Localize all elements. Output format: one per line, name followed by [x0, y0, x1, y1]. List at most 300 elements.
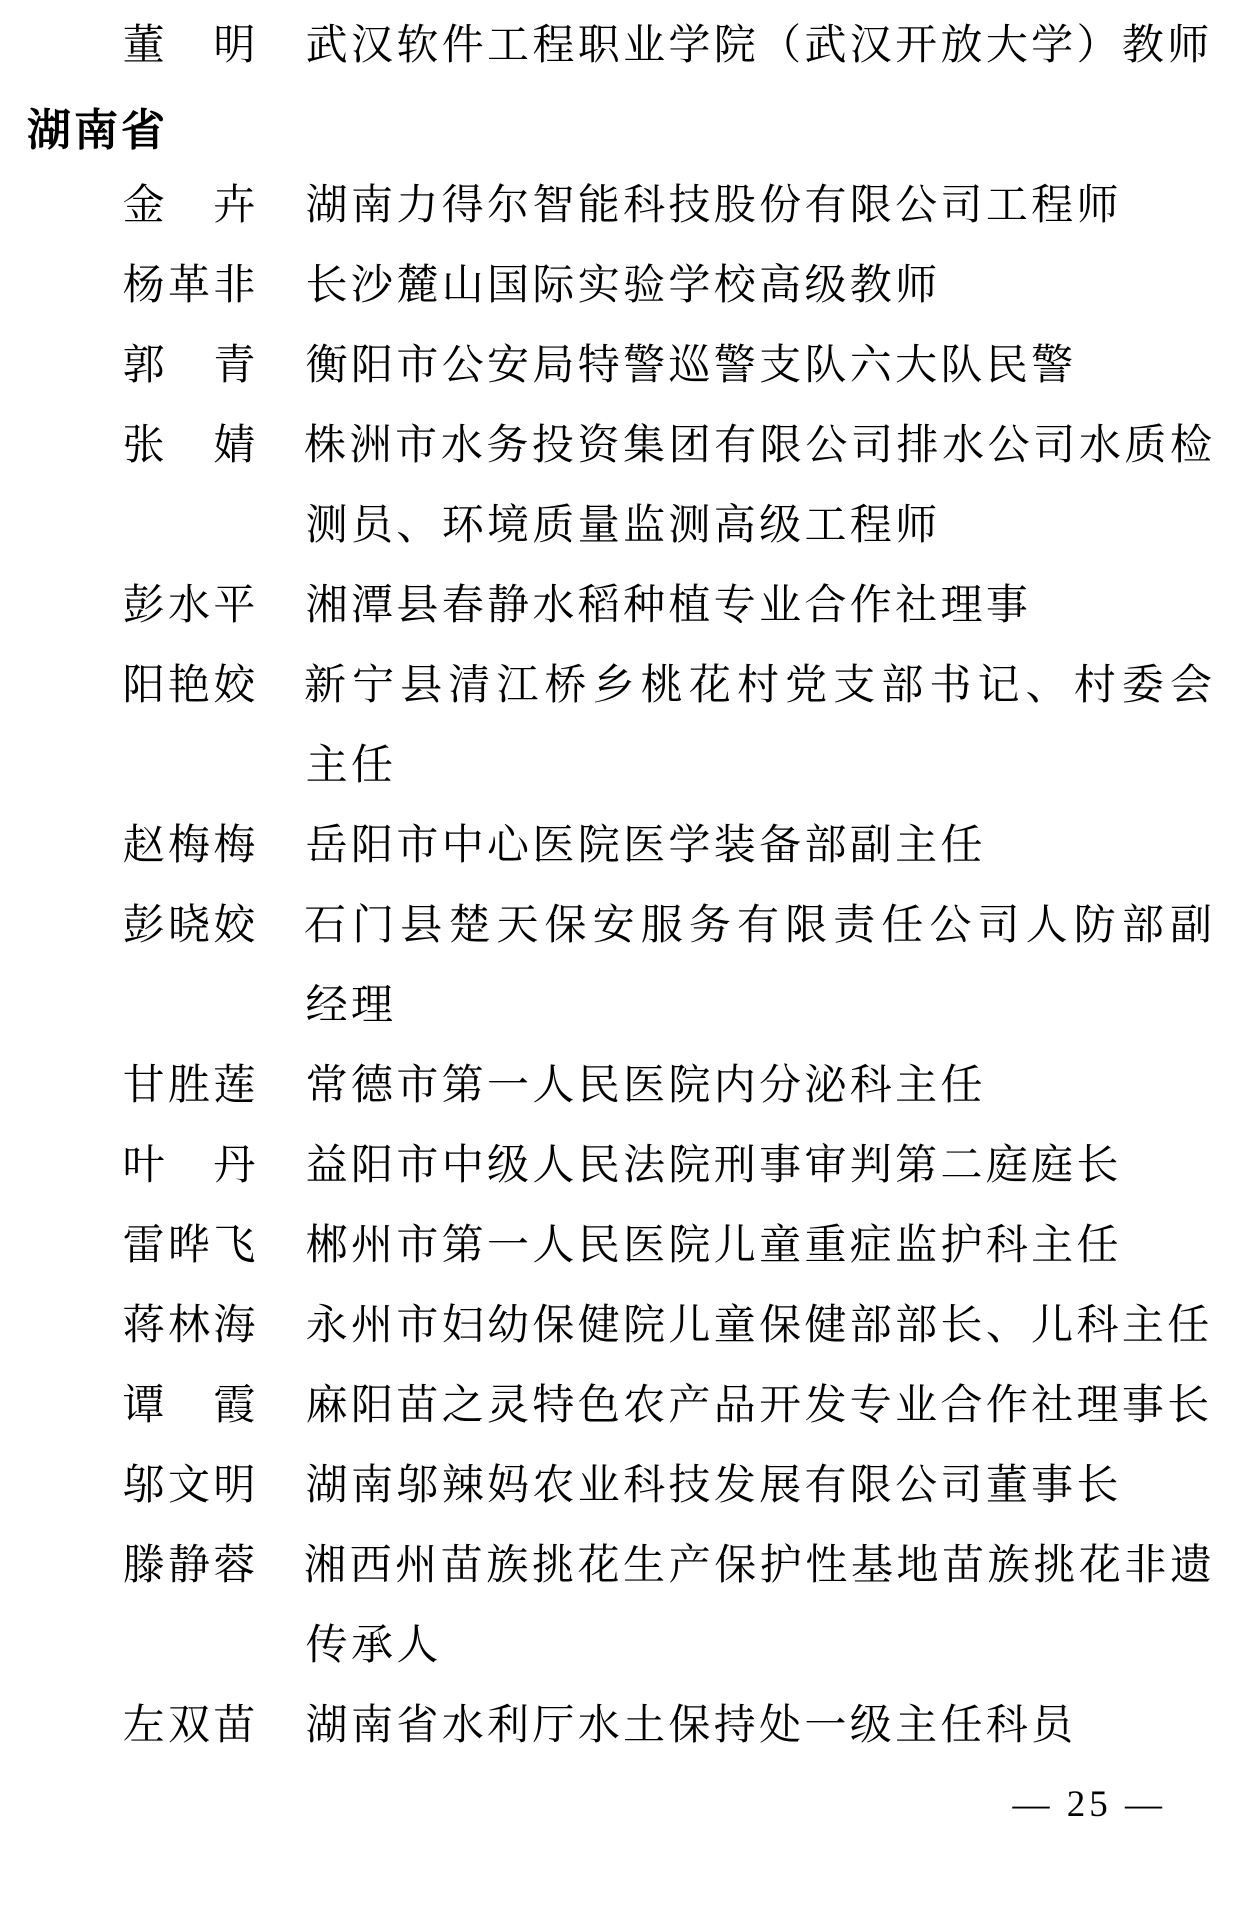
character-cell: 事: [985, 583, 1028, 629]
character-cell: 卉: [213, 183, 256, 229]
character-cell: 学: [668, 823, 711, 869]
character-cell: 石: [304, 903, 347, 949]
character-cell: 限: [849, 183, 892, 229]
character-cell: 中: [441, 1143, 484, 1189]
entry-description-line: [304, 486, 939, 566]
character-cell: 第: [441, 1063, 484, 1109]
character-cell: 郭: [122, 343, 165, 389]
character-cell: 得: [441, 183, 484, 229]
character-cell: 非: [213, 263, 256, 309]
character-cell: 人: [532, 1143, 575, 1189]
character-cell: 持: [713, 1703, 756, 1749]
entry-description-line: [304, 886, 1212, 966]
entry-name: [121, 1366, 257, 1446]
character-cell: 种: [623, 583, 666, 629]
character-cell: 司: [850, 423, 893, 469]
character-cell: 之: [441, 1383, 484, 1429]
character-cell: 农: [623, 1383, 666, 1429]
character-cell: 测: [668, 503, 711, 549]
character-cell: 妈: [487, 1463, 530, 1509]
character-cell: 社: [1031, 1383, 1074, 1429]
character-cell: 理: [351, 983, 394, 1029]
character-cell: 常: [305, 1063, 348, 1109]
character-cell: 院: [668, 1223, 711, 1269]
character-cell: 记: [977, 663, 1020, 709]
entry-name: [121, 406, 257, 486]
character-cell: 湖: [305, 1703, 348, 1749]
character-cell: 一: [487, 1223, 530, 1269]
character-cell: 春: [441, 583, 484, 629]
character-cell: 稻: [577, 583, 620, 629]
character-cell: 天: [496, 903, 539, 949]
character-cell: 放: [940, 23, 983, 69]
character-cell: 院: [623, 1303, 666, 1349]
character-cell: 护: [759, 1543, 802, 1589]
character-cell: 程: [849, 503, 892, 549]
character-cell: 程: [1031, 183, 1074, 229]
character-cell: 南: [351, 1463, 394, 1509]
character-cell: 郴: [305, 1223, 348, 1269]
character-cell: 智: [532, 183, 575, 229]
character-cell: 金: [122, 183, 165, 229]
character-cell: 产: [668, 1543, 711, 1589]
entry-name: [121, 1446, 257, 1526]
entry-row: [0, 1686, 1242, 1766]
character-cell: 环: [441, 503, 484, 549]
character-cell: 支: [833, 663, 876, 709]
character-cell: [166, 1126, 211, 1206]
character-cell: 司: [1033, 423, 1076, 469]
character-cell: 株: [304, 423, 347, 469]
character-cell: 务: [688, 903, 731, 949]
character-cell: 村: [736, 663, 779, 709]
character-cell: 教: [1121, 23, 1164, 69]
character-cell: 资: [577, 423, 620, 469]
character-cell: 科: [623, 1463, 666, 1509]
entry-description-line: [304, 326, 1075, 406]
character-cell: 团: [668, 423, 711, 469]
entry-description-line: [304, 1366, 1211, 1446]
character-cell: 医: [623, 823, 666, 869]
section-title: 湖南省: [27, 106, 168, 155]
character-cell: 处: [759, 1703, 802, 1749]
character-cell: 水: [577, 1703, 620, 1749]
entry-name: [121, 1206, 257, 1286]
entry-row: [0, 486, 1242, 566]
character-cell: 事: [1121, 1383, 1164, 1429]
character-cell: 苗: [440, 1543, 483, 1589]
character-cell: 市: [396, 823, 439, 869]
character-cell: 级: [849, 1703, 892, 1749]
character-cell: 员: [351, 503, 394, 549]
entry-name: [121, 1126, 257, 1206]
character-cell: 部: [1121, 903, 1164, 949]
character-cell: 传: [305, 1623, 348, 1669]
character-cell: 承: [351, 1623, 394, 1669]
character-cell: 事: [759, 1143, 802, 1189]
character-cell: 桥: [544, 663, 587, 709]
character-cell: 验: [623, 263, 666, 309]
character-cell: 院: [668, 1063, 711, 1109]
character-cell: 主: [895, 1063, 938, 1109]
character-cell: 症: [849, 1223, 892, 1269]
character-cell: 司: [940, 1463, 983, 1509]
character-cell: 南: [351, 183, 394, 229]
character-cell: 力: [396, 183, 439, 229]
character-cell: 合: [804, 583, 847, 629]
character-cell: 市: [396, 1303, 439, 1349]
character-cell: 阳: [351, 343, 394, 389]
character-cell: 县: [400, 903, 443, 949]
character-cell: 支: [759, 343, 802, 389]
character-cell: 院: [713, 23, 756, 69]
entry-row: [0, 1366, 1242, 1446]
entry-description-line: [304, 966, 395, 1046]
character-cell: 胜: [168, 1063, 211, 1109]
entry-name: [121, 6, 257, 86]
character-cell: 理: [1076, 1383, 1119, 1429]
entry-name: [121, 1686, 257, 1766]
character-cell: 艳: [168, 663, 211, 709]
character-cell: 备: [759, 823, 802, 869]
entry-row: [0, 1046, 1242, 1126]
character-cell: 部: [895, 1303, 938, 1349]
character-cell: 文: [168, 1463, 211, 1509]
character-cell: 有: [804, 183, 847, 229]
entry-row: [0, 1126, 1242, 1206]
character-cell: 限: [849, 1463, 892, 1509]
character-cell: 公: [895, 1463, 938, 1509]
character-cell: 湘: [305, 583, 348, 629]
character-cell: 麻: [305, 1383, 348, 1429]
character-cell: 姣: [213, 903, 256, 949]
character-cell: 任: [1167, 1303, 1210, 1349]
character-cell: 经: [305, 983, 348, 1029]
character-cell: 长: [305, 263, 348, 309]
character-cell: 非: [1124, 1543, 1167, 1589]
character-cell: 部: [881, 663, 924, 709]
character-cell: 软: [396, 23, 439, 69]
character-cell: 警: [1031, 343, 1074, 389]
character-cell: 彭: [122, 903, 165, 949]
character-cell: 警: [713, 343, 756, 389]
character-cell: 市: [396, 1063, 439, 1109]
character-cell: 厅: [532, 1703, 575, 1749]
character-cell: 安: [592, 903, 635, 949]
character-cell: 装: [713, 823, 756, 869]
character-cell: 甘: [122, 1063, 165, 1109]
character-cell: 量: [577, 503, 620, 549]
character-cell: 技: [668, 183, 711, 229]
character-cell: 队: [940, 343, 983, 389]
character-cell: 省: [396, 1703, 439, 1749]
character-cell: 花: [577, 1543, 620, 1589]
character-cell: 长: [1167, 1383, 1210, 1429]
character-cell: 植: [668, 583, 711, 629]
character-cell: 特: [532, 1383, 575, 1429]
character-cell: 任: [1076, 1223, 1119, 1269]
character-cell: 第: [441, 1223, 484, 1269]
character-cell: 民: [577, 1143, 620, 1189]
character-cell: 人: [532, 1063, 575, 1109]
character-cell: 赵: [122, 823, 165, 869]
character-cell: 级: [804, 263, 847, 309]
character-cell: 股: [713, 183, 756, 229]
character-cell: 水: [1078, 423, 1121, 469]
character-cell: 责: [833, 903, 876, 949]
character-cell: 科: [985, 1703, 1028, 1749]
entry-row: [0, 646, 1242, 726]
character-cell: 科: [623, 183, 666, 229]
character-cell: 境: [487, 503, 530, 549]
character-cell: 排: [896, 423, 939, 469]
entry-row: [0, 1606, 1242, 1686]
character-cell: 遗: [1169, 1543, 1212, 1589]
character-cell: 县: [400, 663, 443, 709]
entry-row: [0, 246, 1242, 326]
entry-description-line: [304, 646, 1212, 726]
entry-row: [0, 6, 1242, 86]
character-cell: 业: [623, 23, 666, 69]
character-cell: 水: [532, 583, 575, 629]
character-cell: 市: [395, 423, 438, 469]
character-cell: 汉: [351, 23, 394, 69]
character-cell: 健: [804, 1303, 847, 1349]
character-cell: 董: [985, 1463, 1028, 1509]
character-cell: 生: [623, 1543, 666, 1589]
character-cell: 益: [305, 1143, 348, 1189]
character-cell: 泌: [804, 1063, 847, 1109]
character-cell: 主: [305, 743, 348, 789]
character-cell: 有: [804, 1463, 847, 1509]
character-cell: 湖: [305, 183, 348, 229]
character-cell: 书: [929, 663, 972, 709]
character-cell: [166, 326, 211, 406]
character-cell: 晓: [168, 903, 211, 949]
character-cell: 展: [759, 1463, 802, 1509]
character-cell: 彭: [122, 583, 165, 629]
character-cell: 专: [713, 583, 756, 629]
character-cell: 邬: [122, 1463, 165, 1509]
character-cell: 检: [1169, 423, 1212, 469]
character-cell: 专: [849, 1383, 892, 1429]
character-cell: 职: [577, 23, 620, 69]
character-cell: 科: [1076, 1303, 1119, 1349]
character-cell: 程: [532, 23, 575, 69]
character-cell: 技: [668, 1463, 711, 1509]
character-cell: 村: [1073, 663, 1116, 709]
character-cell: 族: [486, 1543, 529, 1589]
entry-description-line: [304, 566, 1030, 646]
character-cell: 判: [849, 1143, 892, 1189]
entry-row: [0, 1286, 1242, 1366]
character-cell: 事: [1031, 1463, 1074, 1509]
character-cell: 花: [688, 663, 731, 709]
character-cell: 桃: [640, 663, 683, 709]
character-cell: 工: [985, 183, 1028, 229]
character-cell: 国: [487, 263, 530, 309]
character-cell: 明: [213, 1463, 256, 1509]
character-cell: 梅: [168, 823, 211, 869]
character-cell: 州: [351, 1303, 394, 1349]
character-cell: 师: [1167, 23, 1210, 69]
character-cell: 师: [1076, 183, 1119, 229]
character-cell: ）: [1076, 23, 1119, 69]
character-cell: 部: [849, 1303, 892, 1349]
entry-description-line: [304, 246, 939, 326]
character-cell: 挑: [1033, 1543, 1076, 1589]
character-cell: 保: [532, 1303, 575, 1349]
character-cell: 社: [895, 583, 938, 629]
character-cell: 会: [1169, 663, 1212, 709]
character-cell: 公: [929, 903, 972, 949]
character-cell: 辣: [441, 1463, 484, 1509]
character-cell: 特: [577, 343, 620, 389]
character-cell: 任: [881, 903, 924, 949]
entry-row: [0, 1446, 1242, 1526]
character-cell: 院: [577, 823, 620, 869]
character-cell: 司: [940, 183, 983, 229]
character-cell: 江: [496, 663, 539, 709]
character-cell: 族: [987, 1543, 1030, 1589]
entry-name: [121, 326, 257, 406]
character-cell: 学: [1031, 23, 1074, 69]
character-cell: 阳: [122, 663, 165, 709]
character-cell: 学: [668, 23, 711, 69]
character-cell: 儿: [668, 1303, 711, 1349]
character-cell: 、: [985, 1303, 1028, 1349]
character-cell: 限: [785, 903, 828, 949]
character-cell: 苗: [396, 1383, 439, 1429]
character-cell: 丹: [213, 1143, 256, 1189]
character-cell: 挑: [531, 1543, 574, 1589]
character-cell: （: [759, 23, 802, 69]
character-cell: 婧: [213, 423, 256, 469]
character-cell: 德: [351, 1063, 394, 1109]
entry-description-line: [304, 1526, 1212, 1606]
character-cell: 武: [305, 23, 348, 69]
character-cell: 业: [895, 1383, 938, 1429]
character-cell: 委: [1121, 663, 1164, 709]
entry-description-line: [304, 1206, 1120, 1286]
character-cell: 西: [349, 1543, 392, 1589]
character-cell: 阳: [351, 823, 394, 869]
character-cell: 医: [623, 1223, 666, 1269]
character-cell: 件: [441, 23, 484, 69]
character-cell: 楚: [448, 903, 491, 949]
entry-row: [0, 326, 1242, 406]
character-cell: 主: [895, 1703, 938, 1749]
character-cell: 湖: [305, 1463, 348, 1509]
character-cell: 革: [168, 263, 211, 309]
character-cell: 产: [668, 1383, 711, 1429]
character-cell: [166, 6, 211, 86]
character-cell: 质: [1124, 423, 1167, 469]
character-cell: 县: [396, 583, 439, 629]
entry-name: [121, 1286, 257, 1366]
character-cell: 科: [985, 1223, 1028, 1269]
character-cell: 师: [895, 503, 938, 549]
character-cell: 局: [532, 343, 575, 389]
character-cell: 公: [805, 423, 848, 469]
entry-row: [0, 406, 1242, 486]
character-cell: 水: [168, 583, 211, 629]
character-cell: 邬: [396, 1463, 439, 1509]
character-cell: 高: [713, 503, 756, 549]
character-cell: 科: [849, 1063, 892, 1109]
character-cell: 湘: [304, 1543, 347, 1589]
character-cell: 衡: [305, 343, 348, 389]
character-cell: 蒋: [122, 1303, 165, 1349]
character-cell: 医: [532, 823, 575, 869]
character-cell: 品: [713, 1383, 756, 1429]
character-cell: 开: [759, 1383, 802, 1429]
character-cell: 阳: [351, 1143, 394, 1189]
character-cell: 人: [396, 1623, 439, 1669]
character-cell: 水: [440, 423, 483, 469]
character-cell: 发: [804, 1383, 847, 1429]
character-cell: 大: [985, 23, 1028, 69]
entry-description-line: [304, 406, 1212, 486]
character-cell: 、: [396, 503, 439, 549]
character-cell: 农: [532, 1463, 575, 1509]
character-cell: 司: [977, 903, 1020, 949]
character-cell: 梅: [213, 823, 256, 869]
character-cell: 护: [940, 1223, 983, 1269]
character-cell: 蓉: [213, 1543, 256, 1589]
character-cell: 健: [577, 1303, 620, 1349]
character-cell: 董: [122, 23, 165, 69]
character-cell: 苗: [942, 1543, 985, 1589]
character-cell: 二: [940, 1143, 983, 1189]
character-cell: 人: [532, 1223, 575, 1269]
character-cell: 叶: [122, 1143, 165, 1189]
character-cell: 防: [1073, 903, 1116, 949]
character-cell: 副: [849, 823, 892, 869]
entry-row: [0, 566, 1242, 646]
character-cell: 基: [850, 1543, 893, 1589]
character-cell: 部: [804, 823, 847, 869]
character-cell: 教: [849, 263, 892, 309]
character-cell: 飞: [213, 1223, 256, 1269]
character-cell: 大: [895, 343, 938, 389]
character-cell: 际: [532, 263, 575, 309]
character-cell: 、: [1025, 663, 1068, 709]
character-cell: 院: [668, 1143, 711, 1189]
character-cell: 岳: [305, 823, 348, 869]
character-cell: 刑: [713, 1143, 756, 1189]
character-cell: 法: [623, 1143, 666, 1189]
character-cell: 第: [895, 1143, 938, 1189]
character-cell: 儿: [713, 1223, 756, 1269]
character-cell: 实: [577, 263, 620, 309]
entry-description-line: [304, 1286, 1211, 1366]
character-cell: 沙: [351, 263, 394, 309]
entry-row: [0, 966, 1242, 1046]
character-cell: 保: [714, 1543, 757, 1589]
entry-description-line: [304, 1046, 984, 1126]
section-header-row: [0, 86, 1242, 166]
character-cell: 乡: [592, 663, 635, 709]
character-cell: 林: [168, 1303, 211, 1349]
character-cell: 级: [487, 1143, 530, 1189]
entry-description-line: [304, 806, 984, 886]
character-cell: 安: [487, 343, 530, 389]
character-cell: 民: [985, 343, 1028, 389]
character-cell: 长: [940, 1303, 983, 1349]
character-cell: 清: [448, 663, 491, 709]
character-cell: 有: [736, 903, 779, 949]
